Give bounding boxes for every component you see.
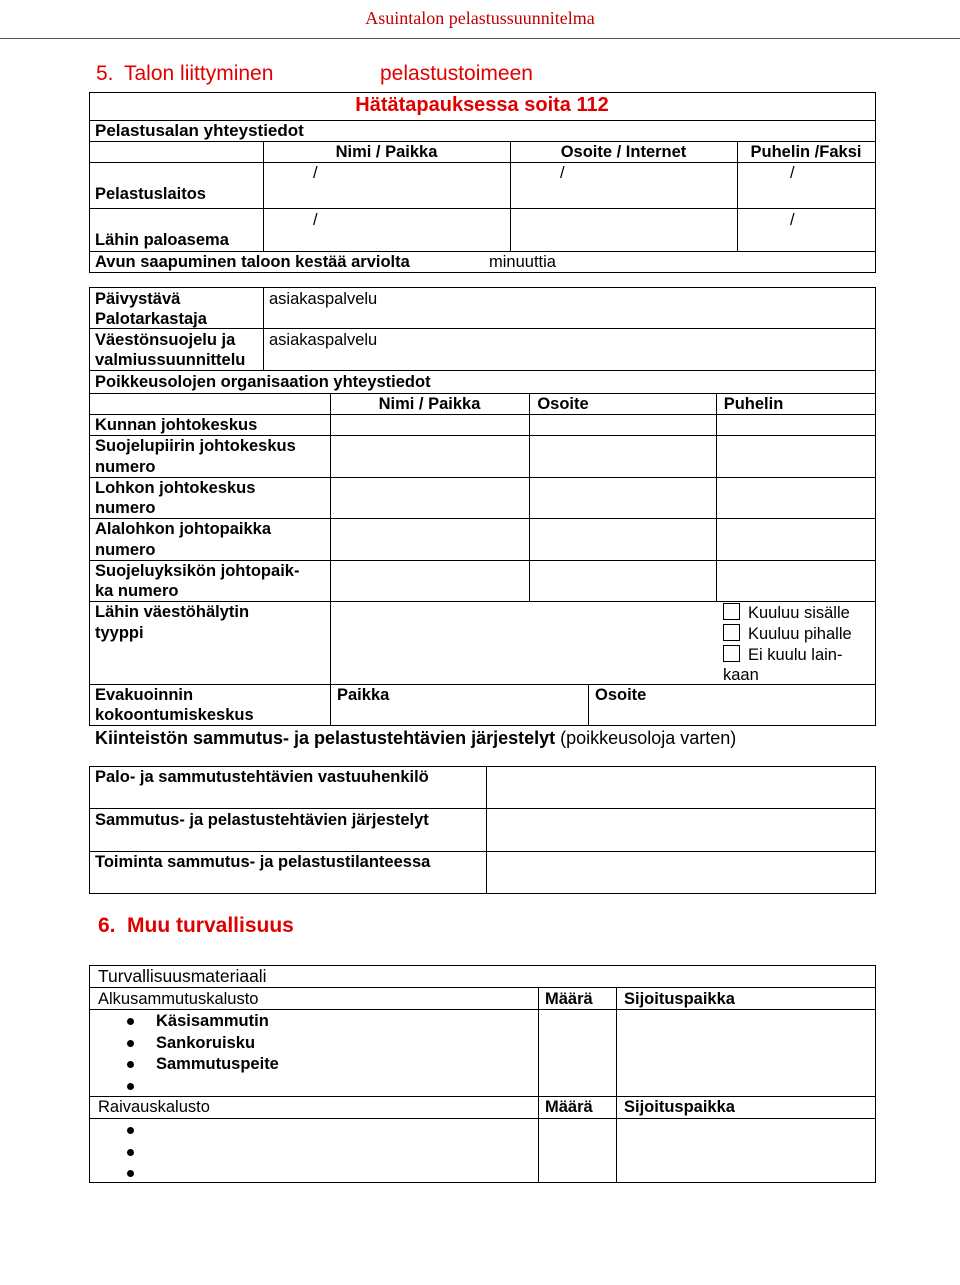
property-row-3: Toiminta sammutus- ja pelastustilanteessa <box>95 853 431 871</box>
row-suojeluyksikon-1: Suojeluyksikön johtopaik- <box>95 562 300 580</box>
row-pelastuslaitos: Pelastuslaitos <box>95 185 206 203</box>
bullet <box>127 1018 134 1025</box>
evacuation-address: Osoite <box>595 686 647 704</box>
row-halytin-2: tyyppi <box>95 624 144 642</box>
material-heading: Turvallisuusmateriaali <box>98 966 267 986</box>
duty-label-2: Palotarkastaja <box>95 310 207 328</box>
bullet <box>127 1149 134 1156</box>
contacts-heading: Pelastusalan yhteystiedot <box>95 121 304 140</box>
clearing-location: Sijoituspaikka <box>624 1098 735 1116</box>
slash: / <box>313 164 318 182</box>
civil-label-1: Väestönsuojelu ja <box>95 331 236 349</box>
document-title: Asuintalon pelastussuunnitelma <box>365 8 595 28</box>
extinguish-location: Sijoituspaikka <box>624 990 735 1008</box>
section5-title-part1: Talon liittyminen <box>124 62 274 85</box>
page-header <box>0 8 960 29</box>
section6-title: Muu turvallisuus <box>127 914 294 937</box>
duty-label-1: Päivystävä <box>95 290 181 308</box>
extinguish-amount: Määrä <box>545 990 593 1008</box>
arrival-label: Avun saapuminen taloon kestää arviolta <box>95 253 410 271</box>
row-kunnan: Kunnan johtokeskus <box>95 416 258 434</box>
section5-title-part2: pelastustoimeen <box>380 62 533 85</box>
row-alalohkon-1: Alalohkon johtopaikka <box>95 520 272 538</box>
bullet <box>127 1127 134 1134</box>
bullet <box>127 1083 134 1090</box>
row-suojelupiiri-2: numero <box>95 458 156 476</box>
arrival-unit: minuuttia <box>489 253 556 271</box>
emergency-number: Hätätapauksessa soita 112 <box>355 94 609 116</box>
column-phone: Puhelin /Faksi <box>750 143 862 161</box>
duty-service: asiakaspalvelu <box>269 290 378 308</box>
checkbox[interactable] <box>723 624 740 641</box>
civil-service: asiakaspalvelu <box>269 331 378 349</box>
row-suojeluyksikon-2: ka numero <box>95 582 179 600</box>
item-sammutuspeite: Sammutuspeite <box>156 1055 279 1073</box>
clearing-amount: Määrä <box>545 1098 593 1116</box>
option-none[interactable]: Ei kuulu lain- <box>723 645 842 666</box>
checkbox[interactable] <box>723 645 740 662</box>
section6-number: 6. <box>98 914 116 937</box>
clearing-heading: Raivauskalusto <box>98 1098 210 1116</box>
property-heading: Kiinteistön sammutus- ja pelastustehtävien järjestelyt (poikkeusoloja varten) <box>95 728 737 748</box>
property-row-1: Palo- ja sammutustehtävien vastuuhenkilö <box>95 768 429 786</box>
evacuation-place: Paikka <box>337 686 390 704</box>
bullet <box>127 1170 134 1177</box>
column-address: Osoite / Internet <box>560 143 687 161</box>
option-yard[interactable]: Kuuluu pihalle <box>723 624 852 645</box>
item-sankoruisku: Sankoruisku <box>156 1034 256 1052</box>
row-suojelupiiri-1: Suojelupiirin johtokeskus <box>95 437 296 455</box>
evacuation-label-1: Evakuoinnin <box>95 686 194 704</box>
exc-column-name: Nimi / Paikka <box>378 395 481 413</box>
section5-number: 5. <box>96 62 114 85</box>
row-lohkon-1: Lohkon johtokeskus <box>95 479 256 497</box>
property-row-2: Sammutus- ja pelastustehtävien järjestelyt <box>95 811 429 829</box>
header-rule <box>0 38 960 39</box>
row-paloasema: Lähin paloasema <box>95 231 229 249</box>
row-lohkon-2: numero <box>95 499 156 517</box>
civil-label-2: valmiussuunnittelu <box>95 351 246 369</box>
row-halytin-1: Lähin väestöhälytin <box>95 603 250 621</box>
slash: / <box>313 211 318 229</box>
bullet <box>127 1061 134 1068</box>
slash: / <box>560 164 565 182</box>
exc-column-phone: Puhelin <box>723 395 784 413</box>
option-none-cont: kaan <box>723 666 759 684</box>
exceptional-heading: Poikkeusolojen organisaation yhteystiedot <box>95 373 431 391</box>
row-alalohkon-2: numero <box>95 541 156 559</box>
item-kasisammutin: Käsisammutin <box>156 1012 269 1030</box>
column-name: Nimi / Paikka <box>335 143 438 161</box>
slash: / <box>790 211 795 229</box>
slash: / <box>790 164 795 182</box>
checkbox[interactable] <box>723 603 740 620</box>
evacuation-label-2: kokoontumiskeskus <box>95 706 254 724</box>
exc-column-address: Osoite <box>537 395 589 413</box>
extinguish-heading: Alkusammutuskalusto <box>98 990 259 1008</box>
bullet <box>127 1040 134 1047</box>
option-inside[interactable]: Kuuluu sisälle <box>723 603 850 624</box>
